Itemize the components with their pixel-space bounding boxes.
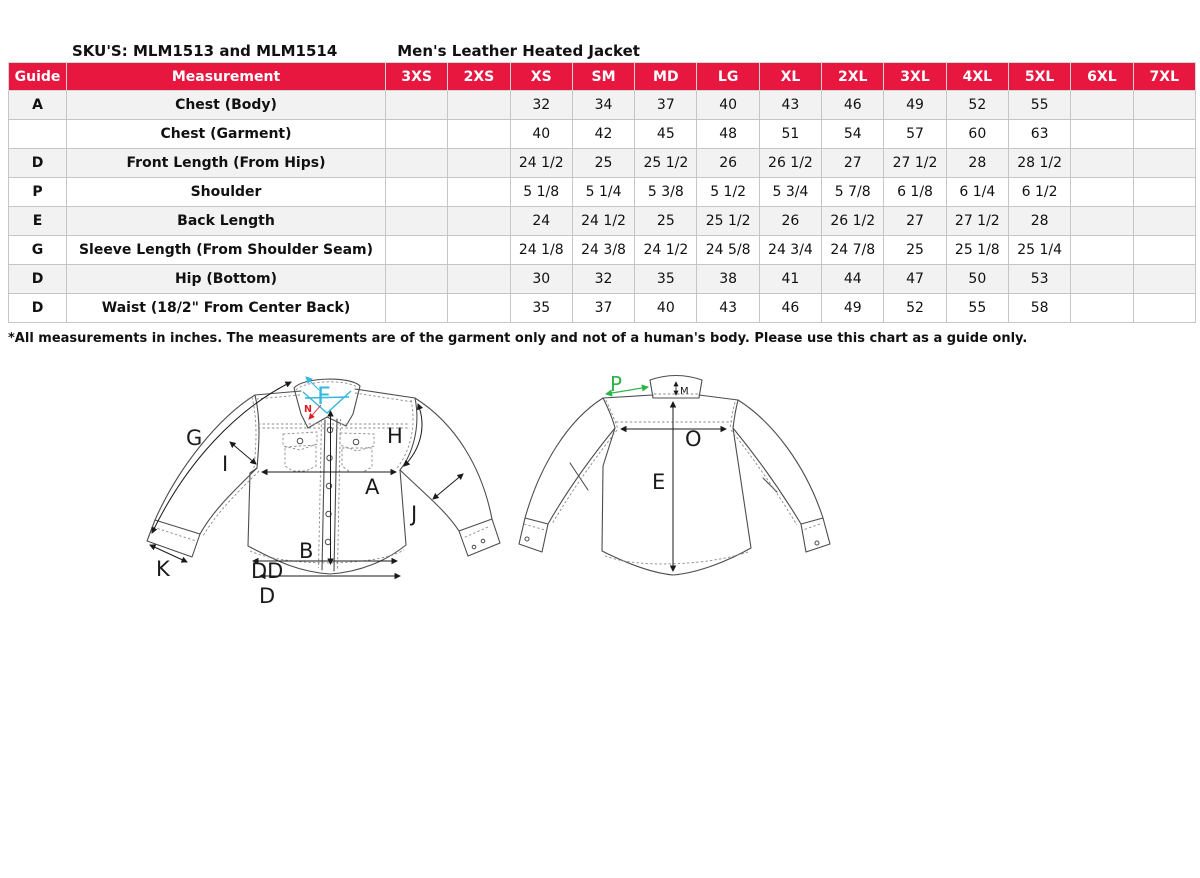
size-value-cell: 28: [1008, 207, 1070, 236]
back-shoulder-right: [699, 395, 738, 400]
size-value-cell: [1133, 236, 1195, 265]
measurement-cell: Sleeve Length (From Shoulder Seam): [67, 236, 386, 265]
size-value-cell: [386, 149, 448, 178]
front-label-k: K: [156, 557, 170, 581]
front-shoulder-right: [355, 389, 415, 398]
back-labels: [610, 372, 702, 494]
pocket-button-right: [353, 439, 359, 445]
table-row: [9, 265, 1196, 294]
size-value-cell: 24 3/8: [572, 236, 634, 265]
guide-cell: [9, 120, 67, 149]
table-row: [9, 120, 1196, 149]
front-sleeve-left-outer: [155, 395, 255, 520]
size-value-cell: [1071, 120, 1133, 149]
back-cuff-left: [519, 518, 548, 552]
size-value-cell: [448, 149, 510, 178]
size-value-cell: [1133, 294, 1195, 323]
size-value-cell: 35: [510, 294, 572, 323]
size-value-cell: 25 1/2: [635, 149, 697, 178]
column-header-2xs: 2XS: [448, 63, 510, 91]
size-value-cell: 49: [822, 294, 884, 323]
measurement-diagram: [0, 360, 1200, 660]
size-chart-body: [9, 91, 1196, 323]
size-value-cell: [1071, 236, 1133, 265]
back-sleeve-right-inner: [733, 428, 801, 524]
front-label-a: A: [365, 475, 380, 499]
size-value-cell: 48: [697, 120, 759, 149]
size-value-cell: 5 7/8: [822, 178, 884, 207]
size-value-cell: 24 7/8: [822, 236, 884, 265]
back-label-o: O: [685, 427, 702, 451]
size-value-cell: [1071, 149, 1133, 178]
back-cuff-right: [801, 518, 830, 552]
size-value-cell: 6 1/4: [946, 178, 1008, 207]
size-value-cell: [386, 294, 448, 323]
size-value-cell: 24 1/2: [510, 149, 572, 178]
size-value-cell: 26: [759, 207, 821, 236]
table-row: [9, 178, 1196, 207]
size-value-cell: [1071, 207, 1133, 236]
back-jacket-outline: [519, 376, 830, 576]
size-value-cell: 52: [946, 91, 1008, 120]
back-label-m: M: [680, 386, 689, 397]
size-value-cell: [386, 236, 448, 265]
back-body: [602, 428, 751, 575]
guide-cell: D: [9, 149, 67, 178]
size-value-cell: 26 1/2: [759, 149, 821, 178]
guide-cell: G: [9, 236, 67, 265]
measurement-cell: Hip (Bottom): [67, 265, 386, 294]
guide-cell: D: [9, 265, 67, 294]
front-cuff-left: [147, 520, 200, 557]
column-header-sm: SM: [572, 63, 634, 91]
measurement-cell: Chest (Garment): [67, 120, 386, 149]
size-value-cell: 24 1/2: [635, 236, 697, 265]
back-armhole-left: [603, 398, 615, 428]
size-value-cell: 37: [572, 294, 634, 323]
size-value-cell: 5 1/2: [697, 178, 759, 207]
size-value-cell: [386, 207, 448, 236]
size-value-cell: 40: [510, 120, 572, 149]
size-value-cell: [448, 120, 510, 149]
column-header-2xl: 2XL: [822, 63, 884, 91]
column-header-guide: Guide: [9, 63, 67, 91]
front-shoulder-left: [255, 391, 301, 395]
column-header-7xl: 7XL: [1133, 63, 1195, 91]
size-value-cell: 5 3/4: [759, 178, 821, 207]
table-row: [9, 149, 1196, 178]
front-armhole-left: [255, 395, 259, 468]
size-value-cell: 27: [884, 207, 946, 236]
size-value-cell: 46: [822, 91, 884, 120]
size-value-cell: 24 1/2: [572, 207, 634, 236]
arrow-I: [230, 442, 256, 464]
size-value-cell: 5 1/4: [572, 178, 634, 207]
page-titles: [72, 42, 640, 60]
guide-cell: D: [9, 294, 67, 323]
size-value-cell: 24: [510, 207, 572, 236]
measurement-cell: Front Length (From Hips): [67, 149, 386, 178]
back-view-diagram: [519, 372, 830, 575]
front-label-g: G: [186, 426, 203, 450]
measurement-cell: Shoulder: [67, 178, 386, 207]
size-value-cell: 53: [1008, 265, 1070, 294]
front-labels: [156, 382, 417, 608]
column-header-xl: XL: [759, 63, 821, 91]
size-chart-header: [9, 63, 1196, 91]
size-value-cell: 44: [822, 265, 884, 294]
size-value-cell: 26 1/2: [822, 207, 884, 236]
size-value-cell: 25 1/8: [946, 236, 1008, 265]
size-value-cell: 35: [635, 265, 697, 294]
size-value-cell: 43: [697, 294, 759, 323]
size-value-cell: 52: [884, 294, 946, 323]
table-row: [9, 236, 1196, 265]
column-header-3xl: 3XL: [884, 63, 946, 91]
size-value-cell: 5 1/8: [510, 178, 572, 207]
size-value-cell: [1071, 265, 1133, 294]
size-value-cell: [1071, 294, 1133, 323]
size-value-cell: 26: [697, 149, 759, 178]
size-value-cell: 32: [510, 91, 572, 120]
size-value-cell: 5 3/8: [635, 178, 697, 207]
size-value-cell: [1133, 120, 1195, 149]
back-sleeve-right-outer: [738, 400, 823, 518]
front-label-j: J: [411, 502, 418, 526]
size-value-cell: 27: [822, 149, 884, 178]
front-label-b: B: [299, 539, 314, 563]
table-row: [9, 294, 1196, 323]
size-value-cell: 38: [697, 265, 759, 294]
size-value-cell: [1071, 91, 1133, 120]
size-value-cell: 6 1/8: [884, 178, 946, 207]
size-value-cell: 25 1/4: [1008, 236, 1070, 265]
size-value-cell: [448, 265, 510, 294]
column-header-5xl: 5XL: [1008, 63, 1070, 91]
back-label-p: P: [610, 372, 623, 396]
column-header-6xl: 6XL: [1071, 63, 1133, 91]
size-value-cell: 57: [884, 120, 946, 149]
size-value-cell: 49: [884, 91, 946, 120]
size-value-cell: 27 1/2: [884, 149, 946, 178]
size-value-cell: 47: [884, 265, 946, 294]
size-value-cell: [448, 91, 510, 120]
front-label-f: F: [317, 382, 331, 410]
size-value-cell: [386, 265, 448, 294]
front-sleeve-right-outer: [415, 398, 492, 519]
size-value-cell: 25: [572, 149, 634, 178]
size-value-cell: 24 5/8: [697, 236, 759, 265]
size-value-cell: 30: [510, 265, 572, 294]
back-sleeve-left-inner: [548, 428, 615, 524]
size-value-cell: 60: [946, 120, 1008, 149]
size-value-cell: [386, 178, 448, 207]
column-header-md: MD: [635, 63, 697, 91]
table-row: [9, 207, 1196, 236]
footnote: *All measurements in inches. The measurements are of the garment only and not of a human's body. Please use this chart as a guide only.: [8, 331, 1028, 346]
size-value-cell: [1133, 149, 1195, 178]
size-value-cell: 50: [946, 265, 1008, 294]
guide-cell: P: [9, 178, 67, 207]
size-value-cell: 24 1/8: [510, 236, 572, 265]
column-header-xs: XS: [510, 63, 572, 91]
back-armhole-right: [733, 400, 738, 428]
front-label-dd: DD: [251, 559, 284, 583]
size-value-cell: [448, 207, 510, 236]
size-value-cell: 28: [946, 149, 1008, 178]
size-value-cell: 55: [946, 294, 1008, 323]
size-value-cell: [448, 294, 510, 323]
size-value-cell: [1133, 91, 1195, 120]
size-value-cell: 27 1/2: [946, 207, 1008, 236]
size-value-cell: 41: [759, 265, 821, 294]
front-label-n: N: [304, 404, 312, 415]
back-jacket-stitching: [524, 394, 820, 564]
size-value-cell: 43: [759, 91, 821, 120]
size-value-cell: [386, 91, 448, 120]
size-value-cell: 25: [884, 236, 946, 265]
measurement-cell: Back Length: [67, 207, 386, 236]
arrow-J-sleeve-width: [433, 474, 463, 499]
back-measurement-arrows: [606, 382, 726, 571]
size-value-cell: 58: [1008, 294, 1070, 323]
size-value-cell: 6 1/2: [1008, 178, 1070, 207]
size-value-cell: 45: [635, 120, 697, 149]
size-value-cell: 34: [572, 91, 634, 120]
table-row: [9, 91, 1196, 120]
front-label-d: D: [259, 584, 276, 608]
measurement-cell: Chest (Body): [67, 91, 386, 120]
size-value-cell: [1133, 178, 1195, 207]
measurement-cell: Waist (18/2" From Center Back): [67, 294, 386, 323]
size-value-cell: 28 1/2: [1008, 149, 1070, 178]
size-value-cell: 46: [759, 294, 821, 323]
size-value-cell: 54: [822, 120, 884, 149]
size-value-cell: 24 3/4: [759, 236, 821, 265]
guide-cell: A: [9, 91, 67, 120]
column-header-lg: LG: [697, 63, 759, 91]
front-sleeve-right-inner: [400, 470, 459, 531]
size-value-cell: 55: [1008, 91, 1070, 120]
product-title: Men's Leather Heated Jacket: [397, 42, 640, 60]
back-label-e: E: [652, 470, 666, 494]
header-row: [9, 63, 1196, 91]
size-value-cell: 37: [635, 91, 697, 120]
size-value-cell: [448, 236, 510, 265]
back-buttons: [525, 537, 819, 545]
size-value-cell: 63: [1008, 120, 1070, 149]
arrow-H-armhole: [404, 404, 422, 466]
front-view-diagram: [147, 377, 500, 608]
size-value-cell: 25: [635, 207, 697, 236]
front-placket: [322, 419, 337, 571]
size-chart-table: [8, 62, 1196, 323]
column-header-measurement: Measurement: [67, 63, 386, 91]
size-value-cell: 51: [759, 120, 821, 149]
size-value-cell: 40: [635, 294, 697, 323]
front-label-i: I: [222, 452, 229, 476]
front-label-h: H: [387, 424, 403, 448]
guide-cell: E: [9, 207, 67, 236]
size-value-cell: [386, 120, 448, 149]
size-value-cell: [1133, 207, 1195, 236]
pocket-button-left: [297, 438, 303, 444]
size-value-cell: 40: [697, 91, 759, 120]
size-value-cell: 32: [572, 265, 634, 294]
size-value-cell: 42: [572, 120, 634, 149]
size-value-cell: 25 1/2: [697, 207, 759, 236]
size-value-cell: [1133, 265, 1195, 294]
size-value-cell: [1071, 178, 1133, 207]
column-header-4xl: 4XL: [946, 63, 1008, 91]
sku-title: SKU'S: MLM1513 and MLM1514: [72, 42, 338, 60]
column-header-3xs: 3XS: [386, 63, 448, 91]
size-value-cell: [448, 178, 510, 207]
